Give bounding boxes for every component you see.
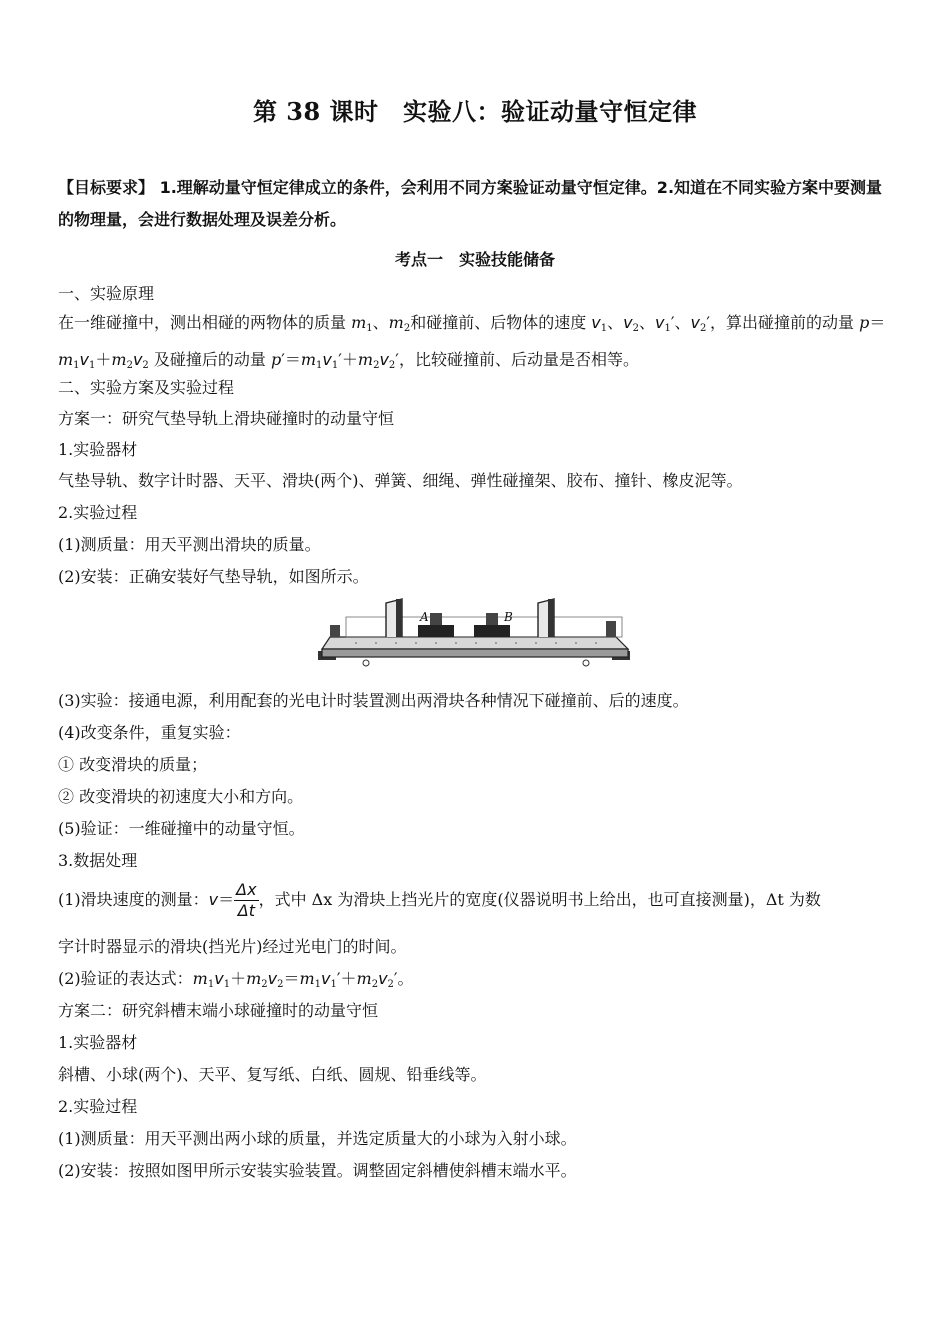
screw-left (363, 660, 369, 666)
principle-heading: 一、实验原理 (58, 284, 155, 303)
scheme2-process-heading: 2.实验过程 (58, 1097, 138, 1116)
scheme1-step3: (3)实验：接通电源，利用配套的光电计时装置测出两滑块各种情况下碰撞前、后的速度。 (58, 691, 689, 710)
scheme2-heading: 方案二：研究斜槽末端小球碰撞时的动量守恒 (58, 1001, 379, 1020)
slider-a (418, 625, 454, 637)
screw-right (583, 660, 589, 666)
goal-tag: 【目标要求】 (58, 178, 155, 197)
scheme1-data-heading: 3.数据处理 (58, 851, 138, 870)
track-top (322, 637, 628, 649)
scheme2-equip-heading: 1.实验器材 (58, 1033, 138, 1052)
label-b: B (504, 610, 513, 624)
scheme2-equip: 斜槽、小球(两个)、天平、复写纸、白纸、圆规、铅垂线等。 (58, 1065, 487, 1084)
velocity-formula-line: (1)滑块速度的测量：v＝ $\frac{\Delta x}{\Delta t}$ ，式中 Δx 为滑块上挡光片的宽度(仪器说明书上给出，也可直接测量)，Δt 为数 (58, 880, 821, 920)
page-title: 第 38 课时 实验八：验证动量守恒定律 (252, 97, 698, 126)
principle-paragraph: 在一维碰撞中，测出相碰的两物体的质量 $m_1$、$m_2$和碰撞前、后物体的速度 $v_1$、$v_2$、$v_1'$、$v_2'$，算出碰撞前的动量 $p=m_1v_1+m_2v_2$ 及碰撞后的动量 $p'=m_1v_1'+m_2v_2'$，比较碰撞前、后动量是否相等。 (58, 313, 886, 371)
section-heading: 考点一 实验技能储备 (394, 250, 555, 269)
velocity-formula-cont: 字计时器显示的滑块(挡光片)经过光电门的时间。 (58, 937, 407, 956)
scheme2-step1: (1)测质量：用天平测出两小球的质量，并选定质量大的小球为入射小球。 (58, 1129, 577, 1148)
scheme-heading: 二、实验方案及实验过程 (58, 378, 235, 397)
verify-expression-line: (2)验证的表达式：$m_1v_1+m_2v_2=m_1v_1'+m_2v_2'$。 (58, 969, 414, 990)
scheme1-step1: (1)测质量：用天平测出滑块的质量。 (58, 535, 321, 554)
scheme1-process-heading: 2.实验过程 (58, 503, 138, 522)
slider-b (474, 625, 510, 637)
goal-text: 1.理解动量守恒定律成立的条件，会利用不同方案验证动量守恒定律。2.知道在不同实验方案中要测量的物理量，会进行数据处理及误差分析。 (58, 178, 883, 229)
right-stop (606, 621, 616, 637)
label-a: A (420, 610, 429, 624)
scheme2-step2: (2)安装：按照如图甲所示安装实验装置。调整固定斜槽使斜槽末端水平。 (58, 1161, 577, 1180)
velocity-fraction: $\frac{\Delta x}{\Delta t}$ (236, 880, 257, 920)
scheme1-step5: (5)验证：一维碰撞中的动量守恒。 (58, 819, 305, 838)
left-stop (330, 625, 340, 637)
scheme1-equip-heading: 1.实验器材 (58, 440, 138, 459)
scheme1-step4b: ② 改变滑块的初速度大小和方向。 (58, 787, 304, 806)
goal-paragraph (58, 172, 898, 236)
scheme1-step2: (2)安装：正确安装好气垫导轨，如图所示。 (58, 567, 369, 586)
scheme1-equip: 气垫导轨、数字计时器、天平、滑块(两个)、弹簧、细绳、弹性碰撞架、胶布、撞针、橡皮泥等。 (58, 471, 743, 490)
track-side (322, 649, 628, 657)
scheme1-heading: 方案一：研究气垫导轨上滑块碰撞时的动量守恒 (58, 409, 395, 428)
air-track-figure (316, 597, 632, 669)
scheme1-step4: (4)改变条件，重复实验： (58, 723, 241, 742)
scheme1-step4a: ① 改变滑块的质量； (58, 755, 208, 774)
